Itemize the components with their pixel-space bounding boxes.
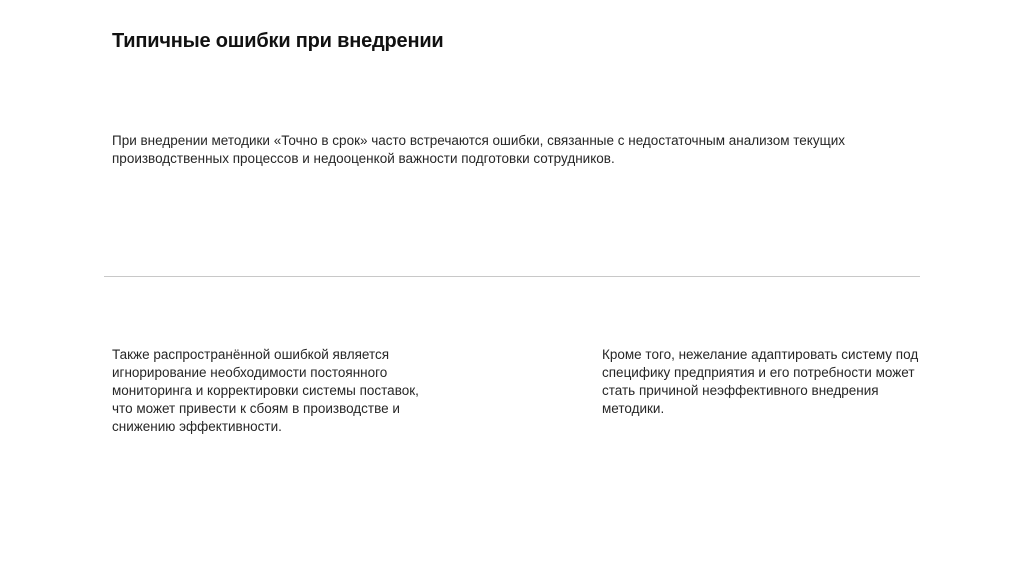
intro-paragraph: При внедрении методики «Точно в срок» часто встречаются ошибки, связанные с недостаточным анализом текущих производственных процессов и недооценкой важности подготовки сотрудников. [112, 133, 845, 166]
slide-title: Типичные ошибки при внедрении [112, 30, 444, 52]
left-column-paragraph: Также распространённой ошибкой является игнорирование необходимости постоянного мониторинга и корректировки системы поставок, что может привести к сбоям в производстве и снижению эффективности. [112, 347, 419, 434]
right-column-paragraph: Кроме того, нежелание адаптировать систему под специфику предприятия и его потребности может стать причиной неэффективного внедрения методики. [602, 347, 919, 416]
horizontal-divider [104, 276, 920, 277]
